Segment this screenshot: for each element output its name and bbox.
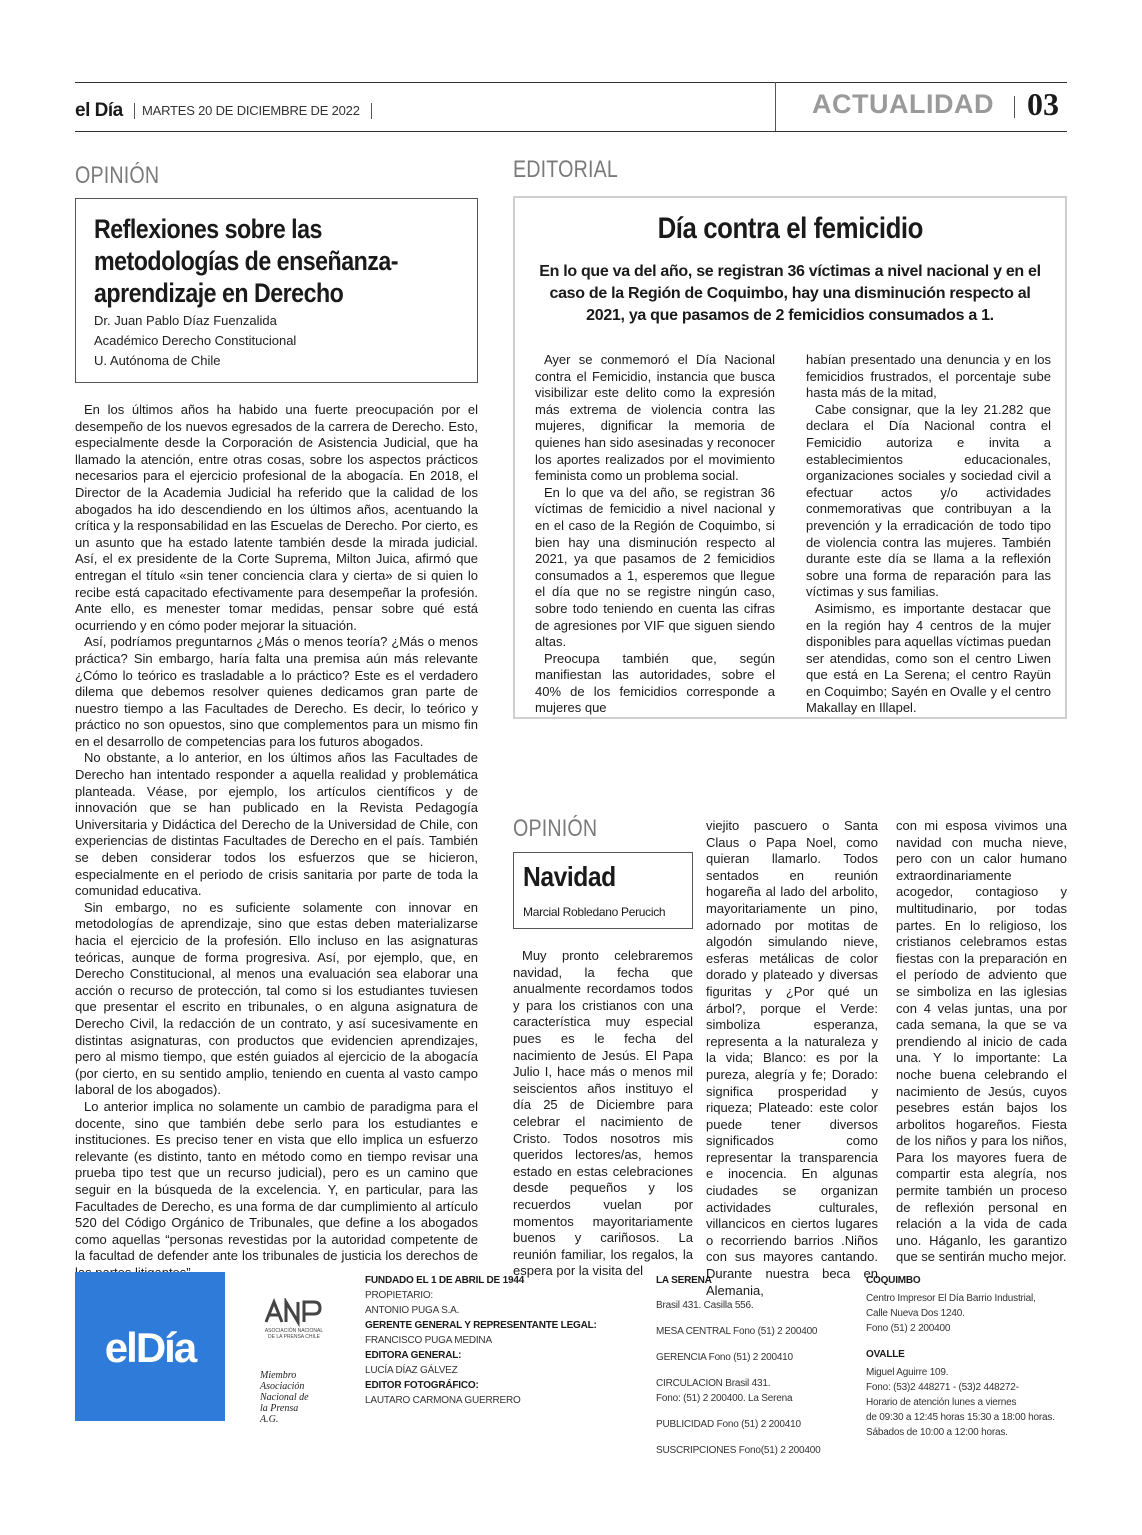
address-line: Centro Impresor El Día Barrio Industrial,	[866, 1293, 1036, 1304]
paragraph: Cabe consignar, que la ley 21.282 que declara el Día Nacional contra el Femicidio autoriza e invita a establecimientos educacionales, organizaciones sociales y sociedad civil a efectuar actos y/o actividades conmemorativas que contribuyan a la prevención y la erradicación de todo tipo de violencia contra las mujeres. También durante este día se llama a la reflexión sobre una forma de reparación para las víctimas y sus familias.	[806, 401, 1051, 600]
paragraph: habían presentado una denuncia y en los femicidios frustrados, el porcentaje sube hasta más de la mitad,	[806, 352, 1051, 401]
address-line: Brasil 431. Casilla 556.	[656, 1300, 754, 1311]
paragraph: Lo anterior implica no solamente un cambio de paradigma para el docente, sino que también debe serlo para los estudiantes e instituciones. Es preciso tener en vista que ello implica un esfuerzo relevante (es distinto, tanto en método como en tiempo revisar una prueba tipo test que un recurso judicial), pero es un camino que seguir en la búsqueda de la excelencia. Y, en particular, para las Facultades de Derecho, es una forma de dar cumplimiento al artículo 520 del Código Orgánico de Tribunales, que define a los abogados como aquellas “personas revestidas por la autoridad competente de la facultad de defender ante los tribunales de justicia los derechos de	[75, 1098, 478, 1264]
ovalle-title: OVALLE	[866, 1349, 905, 1360]
paragraph: Así, podríamos preguntarnos ¿Más o menos teoría? ¿Más o menos práctica? Sin embargo, haría falta una premisa aún más relevante ¿Cómo lo teórico es trasladable a lo práctico? Este es el verdadero dilema que debemos resolver quienes dedicamos gran parte de nuestro tiempo a las Facultades de Derecho. Es decir, lo teórico y práctico no son opuestos, sino que complementos para un mismo fin en el desarrollo de competencias para los futuros abogados.	[75, 634, 478, 749]
staff-label: GERENTE GENERAL Y REPRESENTANTE LEGAL:	[365, 1320, 597, 1331]
coquimbo-title: COQUIMBO	[866, 1275, 921, 1286]
address-line: CIRCULACION Brasil 431.	[656, 1378, 771, 1389]
opinion-kicker: OPINIÓN	[75, 162, 160, 189]
staff-line: PROPIETARIO:	[365, 1290, 433, 1301]
anp-member-text: Miembro Asociación Nacional de la Prensa A.G.	[260, 1370, 309, 1425]
staff-label: EDITORA GENERAL:	[365, 1350, 462, 1361]
address-line: de 09:30 a 12:45 horas 15:30 a 18:00 horas.	[866, 1412, 1055, 1423]
address-line: GERENCIA Fono (51) 2 200410	[656, 1352, 793, 1363]
editorial-col-1	[535, 352, 775, 717]
opinion2-headline: Navidad	[523, 861, 616, 892]
staff-label: EDITOR FOTOGRÁFICO:	[365, 1380, 479, 1391]
header-sep	[134, 103, 135, 119]
editorial-col-2	[806, 352, 1051, 717]
paragraph: Sin embargo, no es suficiente solamente con innovar en metodologías de aprendizaje, sino que estas deben materializarse hacia el ejercicio de la profesión. Ello incluso en las asignaturas teóricas, aunque de forma progresiva. Así, por ejemplo, que, en Derecho Constitucional, al menos una evaluación sea elaborar una acción o recurso de protección, tal como si los estudiantes tuviesen que presentar el escrito en tribunales, o en alguna asignatura de Derecho Civil, la redacción de un contrato, y así sucesivamente en distintas asignaturas, con productos que evidencien aprendizajes, pero al mismo tiempo, que estén guiados al ejercicio de la abogacía (por cierto, en su sentido amplio, teniendo en cuenta al vasto campo laboral de los abogados).	[75, 899, 478, 1098]
address-line: Fono: (53)2 448271 - (53)2 448272-	[866, 1382, 1019, 1393]
paragraph: con mi esposa vivimos una navidad con mucha nieve, pero con un calor humano extraordinariamente acogedor, contagioso y multitudinario, por todas partes. En lo religioso, los cristianos celebramos estas fiestas con la preparación en el período de adviento que se simboliza en las iglesias con 4 velas juntas, una por cada semana, la que se va prendiendo al inicio de cada una. Y lo importante: La noche buena celebrando el nacimiento de Jesús, cuyos pesebres están bajos los arbolitos hogareños. Fiesta de los niños y para los niños, Para los mayores fuera de compartir esta alegría, nos permite también un proceso de reflexión personal en relación a la vida de cada uno. Háganlo, les garantizo que se sentirán mucho mejor.	[896, 818, 1067, 1265]
staff-block	[365, 1273, 625, 1408]
header-top-rule	[75, 82, 1067, 83]
address-line: MESA CENTRAL Fono (51) 2 200400	[656, 1326, 818, 1337]
header-brand: el Día	[75, 100, 123, 121]
paragraph: Preocupa también que, según manifiestan las autoridades, sobre el 40% de los femicidios corresponde a mujeres que	[535, 650, 775, 716]
eldia-logo	[75, 1272, 225, 1421]
address-line: Horario de atención lunes a viernes	[866, 1397, 1017, 1408]
paragraph: En lo que va del año, se registran 36 víctimas de femicidio a nivel nacional y en el caso de la Región de Coquimbo, si bien hay una disminución respecto al 2021, ya que pasamos de 2 femicidios consumados a 1, esperemos que llegue el día que no se registre ningún caso, sobre todo teniendo en cuenta las cifras de agresiones por VIF que siguen siendo altas.	[535, 484, 775, 650]
opinion2-col-1	[513, 948, 693, 1280]
address-line: Sábados de 10:00 a 12:00 horas.	[866, 1427, 1008, 1438]
la-serena-title: LA SERENA	[656, 1275, 712, 1286]
address-line: Calle Nueva Dos 1240.	[866, 1308, 965, 1319]
address-line: Fono: (51) 2 200400. La Serena	[656, 1393, 793, 1404]
opinion-body	[75, 402, 478, 1281]
address-line: PUBLICIDAD Fono (51) 2 200410	[656, 1419, 801, 1430]
header-divider	[775, 82, 776, 131]
opinion-headline: Reflexiones sobre las metodologías de enseñanza-aprendizaje en Derecho	[94, 214, 398, 308]
eldia-logo-text: elDía	[104, 1324, 196, 1371]
header-sep	[1014, 96, 1015, 118]
editorial-kicker: EDITORIAL	[513, 156, 619, 183]
staff-founded: FUNDADO EL 1 DE ABRIL DE 1944	[365, 1275, 525, 1286]
opinion2-author: Marcial Robledano Perucich	[523, 905, 666, 919]
paragraph: Muy pronto celebraremos navidad, la fecha que anualmente recordamos todos y para los cristianos con una característica muy especial pues es le fecha del nacimiento de Jesús. El Papa Julio I, hace más o menos mil seiscientos años instituyo el día 25 de Diciembre para celebrar el nacimiento de Cristo. Todos nosotros mis queridos lectores/as, hemos estado en estas celebraciones desde pequeños y los recuerdos vuelan por momentos mayoritariamente buenos y cariñosos. La reunión familiar, los regalos, la espera por la visita del	[513, 948, 693, 1279]
header-sep	[371, 103, 372, 119]
header-date: MARTES 20 DE DICIEMBRE DE 2022	[142, 103, 360, 118]
author-affiliation: U. Autónoma de Chile	[94, 353, 221, 368]
header-bottom-rule	[75, 131, 1067, 132]
paragraph: En los últimos años ha habido una fuerte preocupación por el desempeño de los nuevos egresados de la carrera de Derecho. Esto, especialmente desde la Corporación de Asistencia Judicial, que ha llamado la atención, entre otras cosas, sobre los aspectos prácticos necesarios para el ejercicio profesional de la abogacía. En 2018, el Director de la Academia Judicial ha referido que la calidad de los abogados ha ido descendiendo en los últimos años, acentuando la crítica y la responsabilidad en las Escuelas de Derecho. Por cierto, es un asunto que ha estado latente también desde la mirada judicial. Así, el ex presidente de la Corte Suprema, Milton Juica, afirmó que entregan el título «sin tener conciencia clara y cierta» de si quien lo recibe está capacitado efectivamente para desempeñar la profesión. Ante ello, es menester tomar medidas, pensar sobre qué está ocurriendo y en cómo poder mejorar la situación.	[75, 402, 478, 633]
opinion2-col-3	[896, 818, 1067, 1266]
opinion2-col-2	[706, 818, 878, 1299]
editorial-lead: En lo que va del año, se registran 36 víctimas a nivel nacional y en el caso de la Región de Coquimbo, hay una disminución respecto al 2021, ya que pasamos de 2 femicidios consumados a 1.	[539, 263, 1041, 324]
coquimbo-block	[866, 1273, 1066, 1440]
page-number: 03	[1027, 86, 1059, 122]
paragraph: No obstante, a lo anterior, en los últimos años las Facultades de Derecho han intentado responder a aquella realidad y problemática planteada. Véase, por ejemplo, los artículos científicos y de innovación que se han publicado en la Revista Pedagogía Universitaria y Didáctica del Derecho de la Universidad de Chile, con experiencias de distintas Facultades de Derecho en el país. También se deben considerar todos los esfuerzos que se hicieron, especialmente en el periodo de crisis sanitaria por parte de toda la comunidad educativa.	[75, 750, 478, 899]
paragraph: viejito pascuero o Santa Claus o Papa Noel, como quieran llamarlo. Todos sentados en reunión hogareña al lado del arbolito, mayoritariamente un pino, adornado por motitas de algodón simulando nieve, esferas metálicas de color dorado y plateado y diversas figuritas y ¿Por qué un árbol?, porque el Verde: simboliza esperanza, representa a la naturaleza y la vida; Blanco: es por la pureza, alegría y fe; Dorado: significa prosperidad y riqueza; Plateado: este color puede tener diversos significados como representar la transparencia e inocencia. En algunas ciudades se organizan actividades culturales, villancicos en ciertos lugares o recorriendo barrios .Niños con sus mayores cantando. Durante nuestra beca en Alemania,	[706, 818, 878, 1298]
section-title: ACTUALIDAD	[812, 89, 994, 119]
anp-logo	[262, 1298, 326, 1361]
editorial-headline: Día contra el femicidio	[657, 212, 923, 245]
author-name: Dr. Juan Pablo Díaz Fuenzalida	[94, 313, 277, 328]
paragraph: Ayer se conmemoró el Día Nacional contra el Femicidio, instancia que busca visibilizar este delito como la expresión más extrema de violencia contra las mujeres, dignificar la memoria de quienes han sido asesinadas y reconocer los aportes realizados por el movimiento feminista como un problema social.	[535, 352, 775, 484]
anp-icon	[262, 1298, 326, 1356]
staff-line: LUCÍA DÍAZ GÁLVEZ	[365, 1365, 458, 1376]
address-line: SUSCRIPCIONES Fono(51) 2 200400	[656, 1445, 821, 1456]
staff-line: ANTONIO PUGA S.A.	[365, 1305, 460, 1316]
opinion2-title-box	[513, 852, 693, 929]
author-role: Académico Derecho Constitucional	[94, 333, 297, 348]
address-line: Miguel Aguirre 109.	[866, 1367, 949, 1378]
staff-line: FRANCISCO PUGA MEDINA	[365, 1335, 492, 1346]
paragraph: Asimismo, es importante destacar que en la región hay 4 centros de la mujer disponibles para aquellas víctimas puedan ser atendidas, como son el centro Liwen que está en La Serena; el centro Rayün en Coquimbo; Sayén en Ovalle y el centro Makallay en Illapel.	[806, 600, 1051, 716]
opinion2-kicker: OPINIÓN	[513, 815, 598, 842]
la-serena-block	[656, 1273, 846, 1458]
editorial-box	[513, 196, 1067, 719]
anp-small-text: ASOCIACIÓN NACIONAL DE LA PRENSA CHILE	[264, 1328, 324, 1340]
opinion-title-box	[75, 198, 478, 383]
address-line: Fono (51) 2 200400	[866, 1323, 951, 1334]
staff-line: LAUTARO CARMONA GUERRERO	[365, 1395, 521, 1406]
